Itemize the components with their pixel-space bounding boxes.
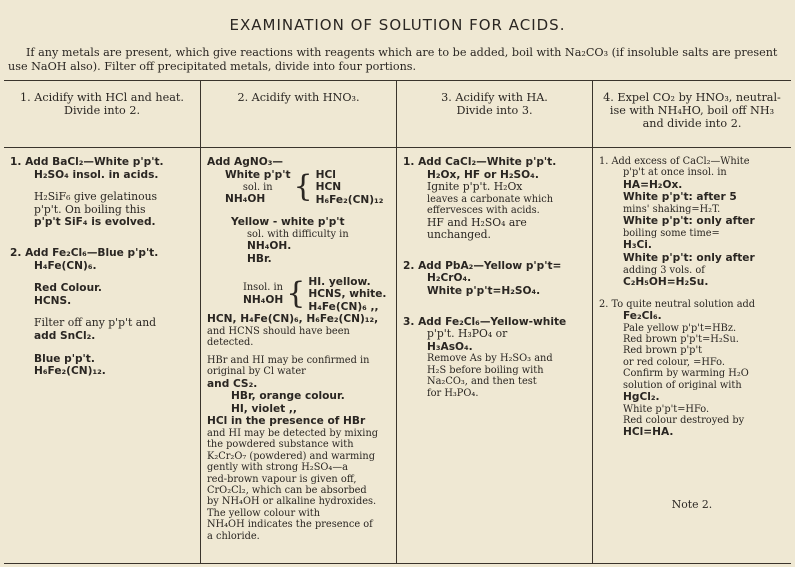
step-text: solution of original with: [623, 379, 742, 391]
step-text: H₃Ci.: [623, 239, 652, 252]
step-text: effervesces with acids.: [427, 205, 540, 217]
step-text: White p'p't: only after: [623, 252, 755, 264]
step-text: Pale yellow p'p't=HBz.: [623, 322, 737, 334]
step-text: sol. with difficulty in: [247, 228, 349, 240]
step-text: Blue p'p't.: [34, 352, 95, 365]
step-text: boiling some time=: [623, 228, 720, 239]
column-3-header: 3. Acidify with HA. Divide into 3.: [441, 91, 548, 117]
step-text: Red Colour.: [34, 282, 102, 295]
note-2: Note 2.: [671, 498, 713, 511]
step-text: HI, violet ,,: [231, 402, 297, 415]
step-text: Yellow - white p'p't: [231, 216, 345, 229]
step-text: H₂Ox, HF or H₂SO₄.: [427, 168, 539, 181]
step-text: 2. Add PbA₂—Yellow p'p't=: [403, 259, 562, 272]
brace-group-silver: White p'p't sol. in NH₄OH { HCl HCN H₆Fe₂(CN)₁₂: [225, 168, 384, 206]
step-text: and HI may be detected by mixing the powdered substance with: [207, 427, 379, 451]
step-text: Ignite p'p't. H₂Ox: [427, 180, 523, 194]
step-text: HCNS.: [34, 294, 72, 307]
step-text: p'p't. On boiling this: [34, 202, 146, 216]
step-text: NH₄OH indicates the presence of: [207, 519, 373, 531]
step-text: 1. Add CaCl₂—White p'p't.: [403, 156, 557, 168]
step-text: H₂CrO₄.: [427, 272, 472, 285]
step-text: NH₄OH.: [247, 240, 292, 253]
step-text: Remove As by H₂SO₃ and: [427, 353, 553, 365]
column-3: [396, 81, 592, 563]
step-text: by NH₄OH or alkaline hydroxides. The yellow colour with: [207, 496, 377, 519]
step-text: Add AgNO₃—: [207, 156, 283, 168]
column-4-body: [599, 156, 787, 439]
brace-icon: {: [293, 169, 313, 205]
column-2-body: [207, 156, 392, 542]
step-text: HBr, orange colour.: [231, 390, 345, 403]
step-text: add SnCl₂.: [34, 329, 96, 342]
step-text: p'p't at once insol. in: [623, 167, 727, 179]
step-text: HCl=HA.: [623, 426, 674, 439]
step-text: Red brown p'p't: [623, 345, 703, 357]
step-text: 2. To quite neutral solution add: [599, 298, 756, 310]
step-text: HCN, H₄Fe(CN)₆, H₆Fe₂(CN)₁₂,: [207, 313, 379, 326]
step-text: H₆Fe₂(CN)₁₂.: [34, 365, 106, 378]
column-3-body: [403, 156, 588, 399]
step-text: red-brown vapour is given off,: [207, 473, 357, 485]
step-text: p'p't SiF₄ is evolved.: [34, 216, 156, 229]
step-text: White p'p't=H₂SO₄.: [427, 284, 541, 297]
step-text: Red colour destroyed by: [623, 415, 745, 427]
step-text: adding 3 vols. of: [623, 264, 705, 276]
step-text: HA=H₂Ox.: [623, 178, 683, 191]
step-text: H₂S before boiling with: [427, 364, 544, 376]
step-text: CrO₂Cl₂, which can be absorbed: [207, 484, 367, 496]
step-text: C₂H₅OH=H₂Su.: [623, 276, 709, 288]
step-text: 1. Add BaCl₂—White p'p't.: [10, 156, 164, 168]
step-text: HF and H₂SO₄ are unchanged.: [427, 215, 527, 242]
column-2: [200, 81, 396, 563]
step-text: 1. Add excess of CaCl₂—White: [599, 156, 750, 167]
intro-paragraph: If any metals are present, which give reactions with reagents which are to be added, boil with Na₂CO₃ (if insoluble salts are present use NaOH also). Filter off precipitated metals, divide into four portions.: [8, 46, 778, 73]
brace-icon: {: [286, 276, 306, 312]
step-text: Na₂CO₃, and then test: [427, 376, 537, 388]
step-text: HBr.: [247, 252, 272, 265]
step-text: leaves a carbonate which: [427, 193, 554, 205]
column-1-header: 1. Acidify with HCl and heat. Divide into 2.: [20, 91, 184, 117]
step-text: a chloride.: [207, 530, 260, 542]
step-text: mins' shaking=H₂T.: [623, 204, 721, 215]
column-4-header: 4. Expel CO₂ by HNO₃, neutral- ise with NH₄HO, boil off NH₃ and divide into 2.: [603, 91, 781, 130]
step-text: Filter off any p'p't and: [34, 316, 157, 330]
acid-table: [4, 80, 791, 564]
step-text: H₂SO₄ insol. in acids.: [34, 168, 159, 181]
step-text: Red brown p'p't=H₂Su.: [623, 334, 739, 345]
step-text: for H₃PO₄.: [427, 387, 479, 399]
page-title: EXAMINATION OF SOLUTION FOR ACIDS.: [229, 16, 566, 34]
step-text: H₄Fe(CN)₆.: [34, 259, 97, 272]
step-text: HBr and HI may be confirmed in original by Cl water: [207, 354, 370, 378]
step-text: Fe₂Cl₆.: [623, 310, 662, 322]
step-text: 2. Add Fe₂Cl₆—Blue p'p't.: [10, 246, 159, 259]
step-text: K₂Cr₂O₇ (powdered) and warming gently with strong H₂SO₄—a: [207, 450, 376, 474]
column-1-body: [10, 156, 196, 378]
step-text: White p'p't: only after: [623, 215, 755, 228]
step-text: White p'p't: after 5: [623, 191, 737, 204]
column-2-header: 2. Acidify with HNO₃.: [237, 91, 360, 104]
step-text: H₃AsO₄.: [427, 340, 473, 353]
column-4: [592, 81, 791, 563]
step-text: HgCl₂.: [623, 391, 660, 404]
step-text: and HCNS should have been detected.: [207, 325, 350, 349]
column-1: [4, 81, 200, 563]
step-text: Confirm by warming H₂O: [623, 368, 749, 380]
step-text: and CS₂.: [207, 377, 258, 390]
step-text: HCl in the presence of HBr: [207, 415, 366, 428]
step-text: p'p't. H₃PO₄ or: [427, 327, 508, 341]
step-text: 3. Add Fe₂Cl₆—Yellow-white: [403, 315, 567, 328]
step-text: or red colour, =HFo.: [623, 356, 725, 368]
brace-group-insol: Insol. in NH₄OH { HI. yellow. HCNS, white. H₄Fe(CN)₆ ,,: [243, 275, 387, 313]
step-text: White p'p't=HFo.: [623, 403, 710, 415]
step-text: H₂SiF₆ give gelatinous: [34, 190, 158, 204]
